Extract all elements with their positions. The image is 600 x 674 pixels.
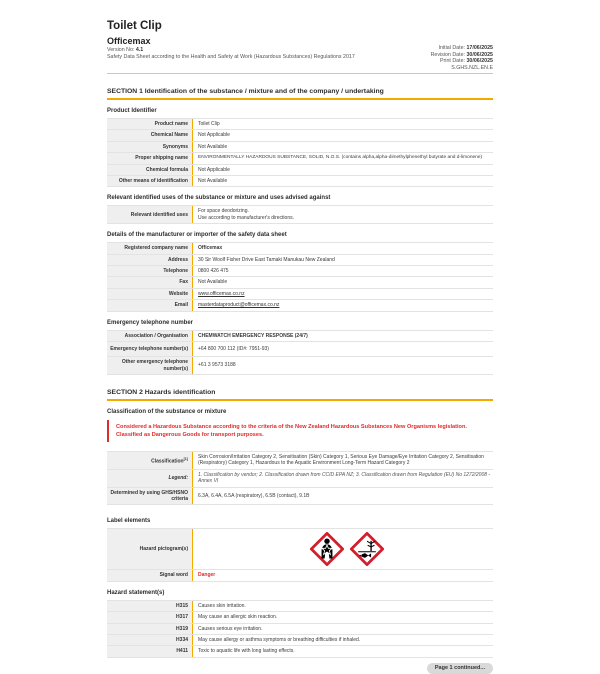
row-value: Not Applicable bbox=[198, 166, 230, 173]
table-row bbox=[107, 624, 493, 635]
row-value: 30 Sir Woolf Fisher Drive East Tamaki Manukau New Zealand bbox=[198, 256, 335, 263]
row-value bbox=[193, 206, 493, 223]
row-value: Not Applicable bbox=[198, 132, 230, 139]
label-elements-heading: Label elements bbox=[107, 518, 151, 525]
emergency-table bbox=[107, 330, 493, 375]
date-block bbox=[431, 45, 493, 71]
page-footer bbox=[107, 663, 493, 674]
row-label: Signal word bbox=[107, 570, 193, 580]
table-row bbox=[107, 119, 493, 130]
table-row bbox=[107, 452, 493, 470]
health-hazard-pictogram-icon bbox=[310, 532, 344, 566]
hazard-code: H317 bbox=[107, 612, 193, 622]
signal-word-value: Danger bbox=[198, 572, 216, 579]
row-label: Website bbox=[107, 289, 193, 299]
row-value: CHEMWATCH EMERGENCY RESPONSE (24/7) bbox=[198, 332, 308, 339]
hazard-text: Causes serious eye irritation. bbox=[198, 625, 263, 632]
row-value: +64 800 700 112 (ID#: 7951-93) bbox=[198, 345, 269, 352]
table-row bbox=[107, 331, 493, 342]
row-label: Email bbox=[107, 300, 193, 310]
label-elements-table bbox=[107, 528, 493, 581]
row-label: Legend: bbox=[107, 470, 193, 487]
table-row bbox=[107, 635, 493, 646]
row-label: Chemical Name bbox=[107, 130, 193, 140]
table-row bbox=[107, 470, 493, 488]
table-row bbox=[107, 342, 493, 357]
sds-page bbox=[107, 0, 493, 674]
hazard-alert-line-2: Classified as Dangerous Goods for transport purposes. bbox=[116, 431, 264, 438]
table-row bbox=[107, 243, 493, 254]
row-label: Fax bbox=[107, 277, 193, 287]
table-row bbox=[107, 142, 493, 153]
version-label: Version No: bbox=[107, 47, 136, 53]
row-label: Other means of identification bbox=[107, 176, 193, 186]
table-row bbox=[107, 266, 493, 277]
hazard-statements-heading: Hazard statement(s) bbox=[107, 589, 165, 596]
row-value: Skin Corrosion/Irritation Category 2, Sensitisation (Skin) Category 1, Serious Eye Damage/Eye Irritation Category 2, Sensitisation (Respiratory) Category 1, Hazardous to the Aquatic Environment Long-Term Hazard Category 2 bbox=[198, 453, 484, 467]
table-row bbox=[107, 176, 493, 187]
row-label: Synonyms bbox=[107, 142, 193, 152]
email-link[interactable]: masterdataproduct@officemax.co.nz bbox=[198, 302, 280, 309]
row-label: Proper shipping name bbox=[107, 153, 193, 163]
row-label: Address bbox=[107, 255, 193, 265]
hazard-statements-table bbox=[107, 600, 493, 658]
row-label: Telephone bbox=[107, 266, 193, 276]
classification-heading: Classification of the substance or mixture bbox=[107, 408, 227, 415]
emergency-heading: Emergency telephone number bbox=[107, 319, 194, 326]
revision-date: Revision Date: 30/06/2025 bbox=[430, 51, 493, 58]
product-identifier-heading: Product Identifier bbox=[107, 108, 157, 114]
table-row bbox=[107, 289, 493, 300]
classification-footnote: [1] bbox=[183, 456, 188, 461]
hazard-text: Causes skin irritation. bbox=[198, 602, 246, 609]
table-row bbox=[107, 153, 493, 164]
section2-header: SECTION 2 Hazards identification bbox=[107, 389, 493, 401]
company-name: Officemax bbox=[107, 36, 151, 46]
row-value: +61 3 9573 3188 bbox=[198, 362, 236, 369]
use-line-1: For space deodorizing. bbox=[198, 208, 249, 215]
row-value: Not Available bbox=[198, 178, 228, 185]
hazard-text: May cause an allergic skin reaction. bbox=[198, 614, 278, 621]
table-row bbox=[107, 165, 493, 176]
row-value: 6.3A, 6.4A, 6.5A (respiratory), 6.5B (contact), 9.1B bbox=[198, 492, 310, 499]
section1-header: SECTION 1 Identification of the substance / mixture and of the company / undertaking bbox=[107, 88, 493, 100]
row-value: Officemax bbox=[198, 245, 223, 252]
product-identifier-table bbox=[107, 118, 493, 187]
sds-code: S.GHS.NZL.EN.E bbox=[451, 64, 493, 71]
hazard-code: H319 bbox=[107, 624, 193, 634]
table-row bbox=[107, 357, 493, 375]
row-value: ENVIRONMENTALLY HAZARDOUS SUBSTANCE, SOLID, N.O.S. (contains alpha,alpha-dimethylphenethyl butyrate and d-limonene) bbox=[198, 155, 483, 161]
table-row bbox=[107, 646, 493, 657]
table-row bbox=[107, 612, 493, 623]
environment-hazard-pictogram-icon bbox=[350, 532, 384, 566]
manufacturer-table bbox=[107, 242, 493, 311]
manufacturer-heading: Details of the manufacturer or importer of the safety data sheet bbox=[107, 232, 287, 239]
page-title: Toilet Clip bbox=[107, 20, 162, 32]
table-row bbox=[107, 255, 493, 266]
hazard-code: H334 bbox=[107, 635, 193, 645]
row-label: Product name bbox=[107, 119, 193, 129]
table-row bbox=[107, 206, 493, 224]
row-value bbox=[193, 289, 493, 299]
hazard-alert-line-1: Considered a Hazardous Substance according to the criteria of the New Zealand Hazardous Substances New Organisms legislation. bbox=[116, 423, 467, 430]
pictogram-cell bbox=[193, 529, 493, 569]
row-label: Emergency telephone number(s) bbox=[107, 342, 193, 356]
hazard-code: H315 bbox=[107, 601, 193, 611]
table-row bbox=[107, 601, 493, 612]
row-value bbox=[193, 300, 493, 310]
row-value: Toilet Clip bbox=[198, 121, 220, 127]
website-link[interactable]: www.officemax.co.nz bbox=[198, 290, 245, 297]
doc-subtitle: Safety Data Sheet according to the Health and Safety at Work (Hazardous Substances) Regulations 2017 bbox=[107, 54, 355, 60]
row-label: Classification[1] bbox=[107, 452, 193, 469]
table-row bbox=[107, 300, 493, 311]
row-value: 1. Classification by vendor; 2. Classification drawn from CCID EPA NZ; 3. Classification drawn from Regulation (EU) No 1272/2008 - Annex VI bbox=[198, 471, 491, 485]
hazard-text: May cause allergy or asthma symptoms or breathing difficulties if inhaled. bbox=[198, 636, 361, 643]
row-label: Hazard pictogram(s) bbox=[107, 529, 193, 569]
table-row bbox=[107, 130, 493, 141]
row-value: 0800 426 475 bbox=[198, 268, 229, 275]
row-value: Not Available bbox=[198, 143, 228, 150]
hazard-text: Toxic to aquatic life with long lasting effects. bbox=[198, 648, 295, 655]
table-row bbox=[107, 277, 493, 288]
row-value: Not Available bbox=[198, 279, 228, 286]
row-label: Registered company name bbox=[107, 243, 193, 253]
relevant-uses-table bbox=[107, 205, 493, 224]
row-label: Determined by using GHS/HSNO criteria bbox=[107, 488, 193, 505]
hazard-alert bbox=[107, 420, 493, 442]
hazard-code: H411 bbox=[107, 646, 193, 656]
header-divider bbox=[107, 73, 493, 74]
page-continued-badge: Page 1 continued... bbox=[427, 663, 493, 674]
print-date: Print Date: 30/06/2025 bbox=[439, 58, 493, 65]
version-value: 4.1 bbox=[135, 47, 144, 53]
table-row bbox=[107, 529, 493, 570]
initial-date: Initial Date: 17/06/2025 bbox=[438, 45, 493, 51]
row-label: Other emergency telephone number(s) bbox=[107, 357, 193, 374]
row-label: Chemical formula bbox=[107, 165, 193, 175]
relevant-uses-heading: Relevant identified uses of the substance or mixture and uses advised against bbox=[107, 195, 331, 202]
table-row bbox=[107, 488, 493, 506]
row-label: Association / Organisation bbox=[107, 331, 193, 341]
table-row bbox=[107, 570, 493, 581]
row-label: Relevant identified uses bbox=[107, 206, 193, 223]
classification-table bbox=[107, 451, 493, 505]
use-line-2: Use according to manufacturer's directions. bbox=[198, 214, 294, 221]
